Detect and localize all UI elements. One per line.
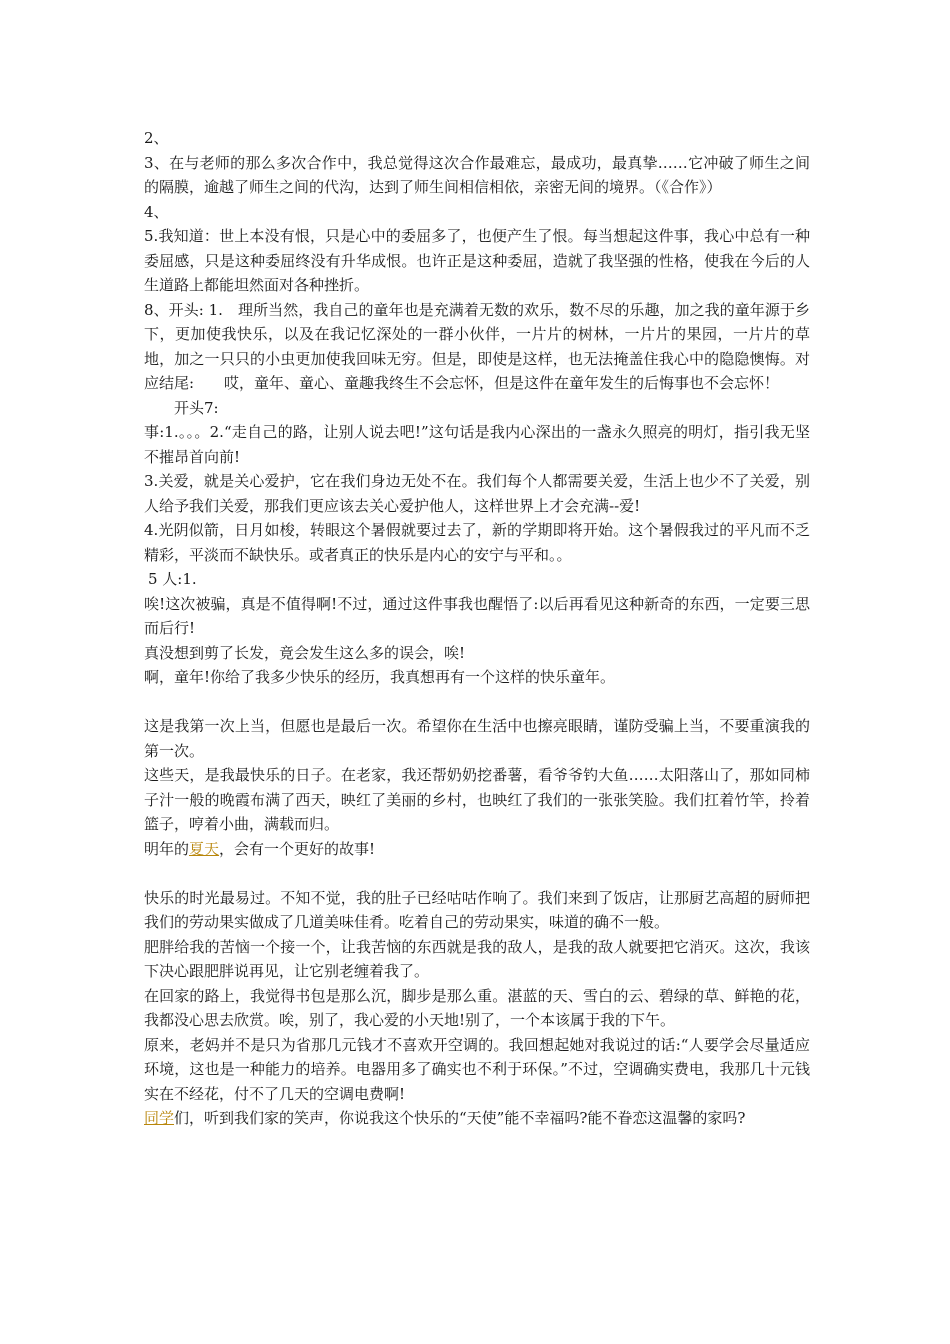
document-body — [144, 126, 810, 1131]
paragraph: 事:1.。。。2.“走自己的路，让别人说去吧!”这句话是我内心深出的一盏永久照亮的明灯，指引我无坚不摧昂首向前! — [144, 423, 810, 466]
paragraph: 4、 — [144, 202, 169, 221]
paragraph: 5 人:1. — [148, 570, 197, 588]
paragraph: 8、开头: 1. 理所当然，我自己的童年也是充满着无数的欢乐，数不尽的乐趣，加之我的童年源于乡下，更加使我快乐，以及在我记忆深处的一群小伙伴，一片片的树林，一片片的果园，一片片的草地，加之一只只的小虫更加使我回味无穷。但是，即使是这样，也无法掩盖住我心中的隐隐懊悔。对应结尾: 哎，童年、童心、童趣我终生不会忘怀，但是这件在童年发生的后悔事也不会忘怀！ — [144, 300, 810, 392]
text-run: 们，听到我们家的笑声，你说我这个快乐的“天使”能不幸福吗?能不眷恋这温馨的家吗? — [174, 1109, 746, 1127]
paragraph: 3.关爱，就是关心爱护，它在我们身边无处不在。我们每个人都需要关爱，生活上也少不了关爱，别人给予我们关爱，那我们更应该去关心爱护他人，这样世界上才会充满--爱! — [144, 472, 810, 515]
paragraph: 原来，老妈并不是只为省那几元钱才不喜欢开空调的。我回想起她对我说过的话:“人要学会尽量适应环境，这也是一种能力的培养。电器用多了确实也不利于环保。”不过，空调确实费电，我那几十元钱实在不经花，付不了几天的空调电费啊! — [144, 1035, 810, 1103]
paragraph: 这些天，是我最快乐的日子。在老家，我还帮奶奶挖番薯，看爷爷钓大鱼……太阳落山了，那如同柿子汁一般的晚霞布满了西天，映红了美丽的乡村，也映红了我们的一张张笑脸。我们扛着竹竿，拎着篮子，哼着小曲，满载而归。 — [144, 766, 810, 833]
classmate-link[interactable]: 同学 — [144, 1109, 175, 1127]
paragraph — [144, 837, 810, 862]
paragraph: 2、 — [144, 129, 169, 147]
paragraph: 肥胖给我的苦恼一个接一个，让我苦恼的东西就是我的敌人，是我的敌人就要把它消灭。这次，我该下决心跟肥胖说再见，让它别老缠着我了。 — [144, 937, 810, 980]
paragraph: 4.光阴似箭，日月如梭，转眼这个暑假就要过去了，新的学期即将开始。这个暑假我过的平凡而不乏精彩，平淡而不缺快乐。或者真正的快乐是内心的安宁与平和。。 — [144, 521, 810, 564]
paragraph: 开头7: — [174, 398, 219, 417]
text-run: ，会有一个更好的故事! — [219, 839, 376, 858]
paragraph: 啊，童年!你给了我多少快乐的经历，我真想再有一个这样的快乐童年。 — [144, 668, 616, 686]
text-run: 明年的 — [144, 839, 190, 858]
paragraph: 3、在与老师的那么多次合作中，我总觉得这次合作最难忘，最成功，最真挚……它冲破了师生之间的隔膜，逾越了师生之间的代沟，达到了师生间相信相依，亲密无间的境界。（《合作》） — [144, 153, 810, 196]
blank-line — [144, 861, 810, 886]
paragraph — [144, 1106, 810, 1131]
summer-link[interactable]: 夏天 — [189, 839, 220, 858]
paragraph: 快乐的时光最易过。不知不觉，我的肚子已经咕咕作响了。我们来到了饭店，让那厨艺高超的厨师把我们的劳动果实做成了几道美味佳肴。吃着自己的劳动果实，味道的确不一般。 — [144, 888, 810, 931]
paragraph: 唉!这次被骗，真是不值得啊!不过，通过这件事我也醒悟了:以后再看见这种新奇的东西，一定要三思而后行! — [144, 594, 810, 637]
paragraph: 这是我第一次上当，但愿也是最后一次。希望你在生活中也擦亮眼睛，谨防受骗上当，不要重演我的第一次。 — [144, 717, 810, 760]
paragraph: 真没想到剪了长发，竟会发生这么多的误会，唉! — [144, 643, 466, 662]
paragraph: 5.我知道：世上本没有恨，只是心中的委屈多了，也便产生了恨。每当想起这件事，我心中总有一种委屈感，只是这种委屈终没有升华成恨。也许正是这种委屈，造就了我坚强的性格，使我在今后的人生道路上都能坦然面对各种挫折。 — [144, 227, 810, 294]
blank-line — [144, 690, 810, 715]
paragraph: 在回家的路上，我觉得书包是那么沉，脚步是那么重。湛蓝的天、雪白的云、碧绿的草、鲜艳的花，我都没心思去欣赏。唉，别了，我心爱的小天地!别了，一个本该属于我的下午。 — [144, 986, 810, 1029]
